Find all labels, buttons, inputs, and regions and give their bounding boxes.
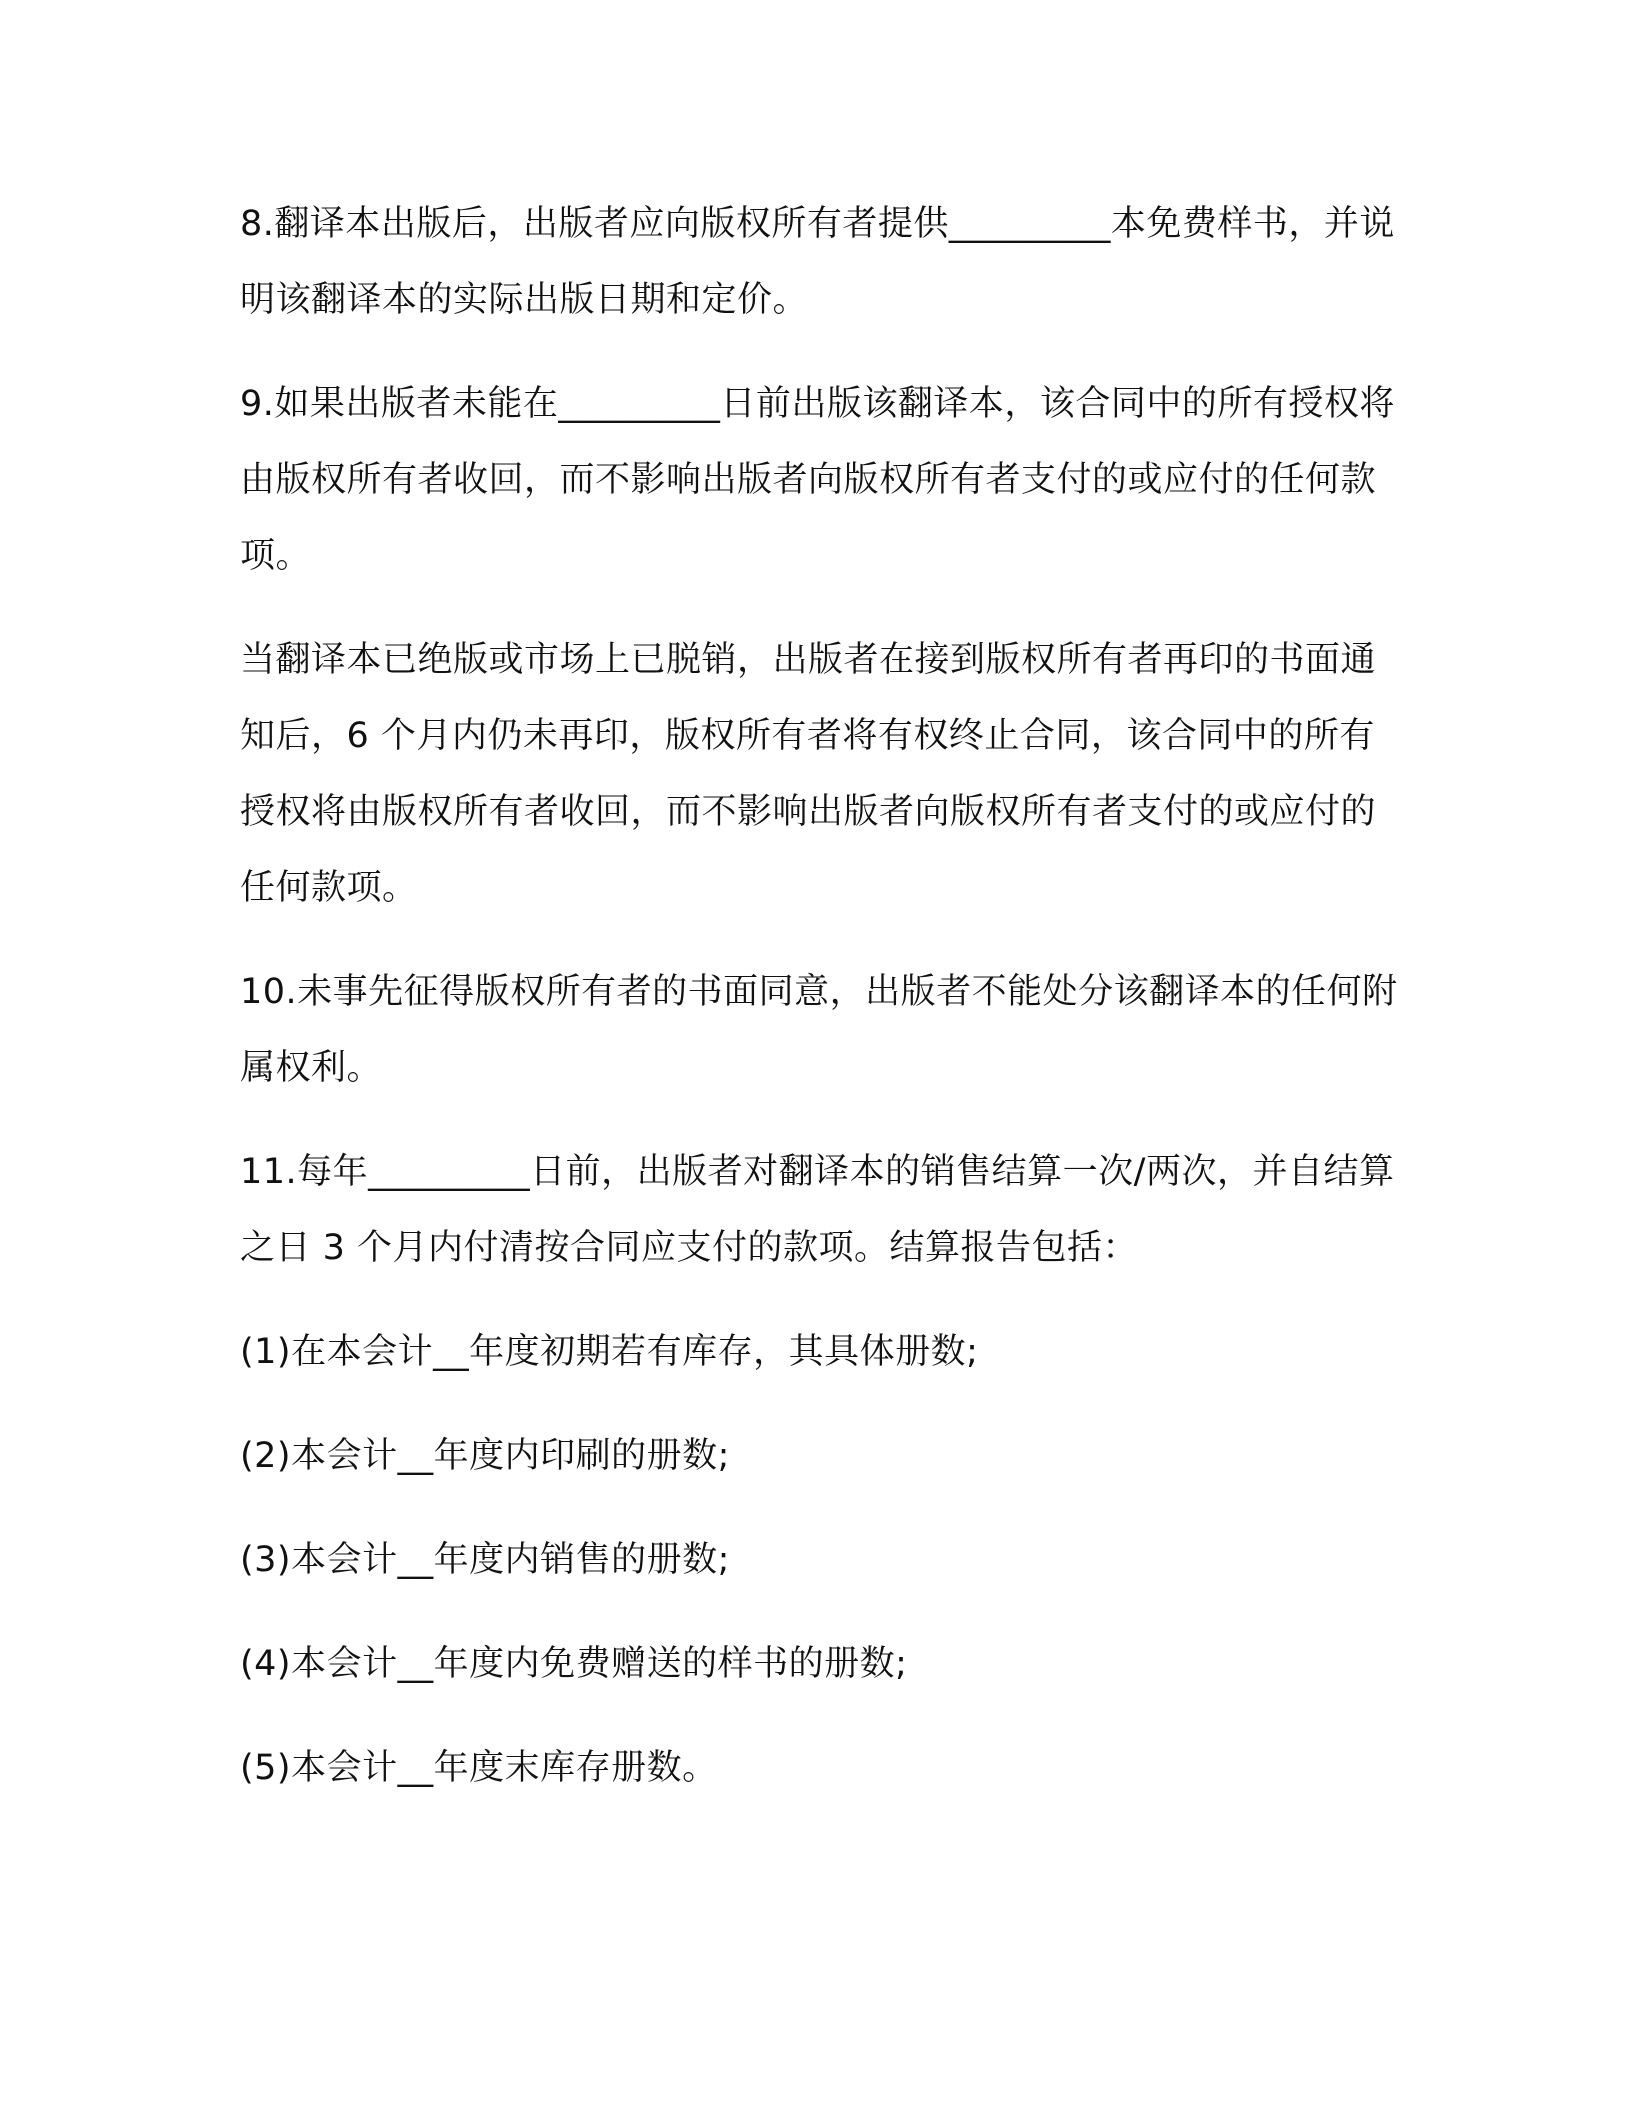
report-item-2: (2)本会计__年度内印刷的册数; xyxy=(240,1436,730,1476)
clause-8: 8.翻译本出版后，出版者应向版权所有者提供_________本免费样书，并说明该翻译本的实际出版日期和定价。 xyxy=(240,204,1395,320)
clause-10: 10.未事先征得版权所有者的书面同意，出版者不能处分该翻译本的任何附属权利。 xyxy=(240,972,1398,1088)
report-item-5: (5)本会计__年度末库存册数。 xyxy=(240,1748,718,1788)
clause-9-continuation: 当翻译本已绝版或市场上已脱销，出版者在接到版权所有者再印的书面通知后，6 个月内仍未再印，版权所有者将有权终止合同，该合同中的所有授权将由版权所有者收回，而不影响出版者向版权所有者支付的或应付的任何款项。 xyxy=(240,640,1377,908)
clause-11: 11.每年_________日前，出版者对翻译本的销售结算一次/两次，并自结算之日 3 个月内付清按合同应支付的款项。结算报告包括： xyxy=(240,1152,1395,1268)
report-item-3: (3)本会计__年度内销售的册数; xyxy=(240,1540,730,1580)
report-item-4: (4)本会计__年度内免费赠送的样书的册数; xyxy=(240,1644,908,1684)
report-item-1: (1)在本会计__年度初期若有库存，其具体册数; xyxy=(240,1332,979,1372)
document-body xyxy=(240,186,1400,1834)
clause-9: 9.如果出版者未能在_________日前出版该翻译本，该合同中的所有授权将由版权所有者收回，而不影响出版者向版权所有者支付的或应付的任何款项。 xyxy=(240,384,1395,576)
